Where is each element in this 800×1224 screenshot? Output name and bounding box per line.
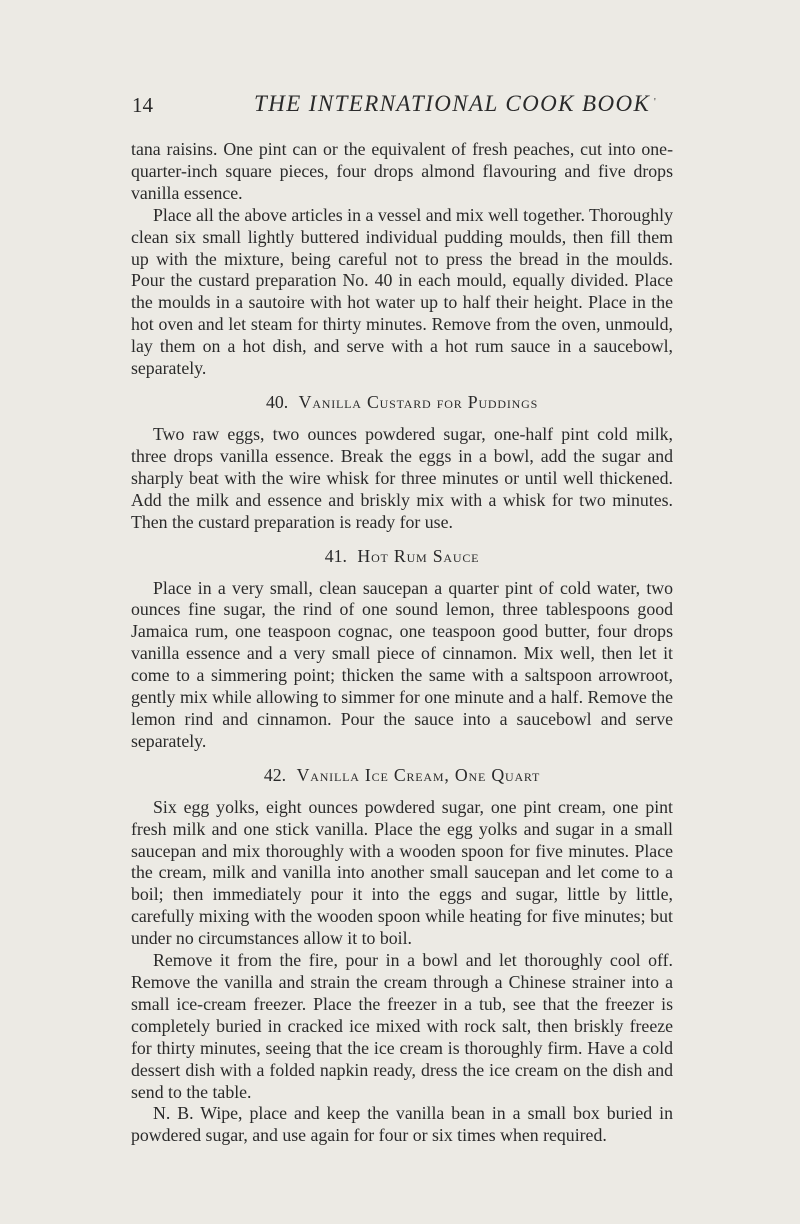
- paragraph: Remove it from the fire, pour in a bowl and let thoroughly cool off. Remove the vanilla and strain the cream through a Chinese strainer into a small ice-cream freezer. Place the freezer in a tub, see that the freezer is completely buried in cracked ice mixed with rock salt, then briskly freeze for thirty minutes, seeing that the ice cream is thoroughly firm. Have a cold dessert dish with a folded napkin ready, dress the ice cream on the dish and send to the table.: [131, 950, 673, 1102]
- recipe-heading: [131, 545, 673, 567]
- recipe-title: Vanilla Ice Cream, One Quart: [296, 764, 541, 785]
- paragraph: Place all the above articles in a vessel and mix well together. Thoroughly clean six small lightly buttered individual pudding moulds, then fill them up with the mixture, being careful not to press the bread in the moulds. Pour the custard preparation No. 40 in each mould, equally divided. Place the moulds in a sautoire with hot water up to half their height. Place in the hot oven and let steam for thirty minutes. Remove from the oven, unmould, lay them on a hot dish, and serve with a hot rum sauce in a saucebowl, separately.: [131, 204, 673, 379]
- paragraph: N. B. Wipe, place and keep the vanilla bean in a small box buried in powdered sugar, and use again for four or six times when required.: [131, 1103, 673, 1146]
- running-head: [0, 91, 800, 121]
- recipe-heading: [131, 391, 673, 413]
- recipe-title: Hot Rum Sauce: [357, 545, 480, 566]
- paragraph: Place in a very small, clean saucepan a quarter pint of cold water, two ounces fine sugar, the rind of one sound lemon, three tablespoons good Jamaica rum, one teaspoon cognac, one teaspoon good butter, four drops vanilla essence and a very small piece of cinnamon. Mix well, then let it come to a simmering point; thicken the same with a saltspoon arrowroot, gently mix while allowing to simmer for one minute and a half. Remove the lemon rind and cinnamon. Pour the sauce into a saucebowl and serve separately.: [131, 577, 673, 751]
- recipe-number: 40.: [265, 391, 289, 412]
- recipe-heading: [131, 764, 673, 786]
- paragraph: Six egg yolks, eight ounces powdered sugar, one pint cream, one pint fresh milk and one stick vanilla. Place the egg yolks and sugar in a small saucepan and mix thoroughly with a wooden spoon for five minutes. Place the cream, milk and vanilla into another small saucepan and let come to a boil; then immediately pour it into the eggs and sugar, little by little, carefully mixing with the wooden spoon while heating for five minutes; but under no circumstances allow it to boil.: [131, 796, 673, 949]
- recipe-number: 41.: [324, 545, 347, 566]
- page-number: 14: [132, 93, 153, 117]
- print-mark: ': [654, 97, 656, 108]
- page-body: [131, 139, 673, 1147]
- running-title: THE INTERNATIONAL COOK BOOK: [254, 91, 651, 116]
- recipe-number: 42.: [263, 764, 287, 785]
- recipe-title: Vanilla Custard for Puddings: [298, 391, 539, 412]
- paragraph: Two raw eggs, two ounces powdered sugar, one-half pint cold milk, three drops vanilla essence. Break the eggs in a bowl, add the sugar and sharply beat with the wire whisk for three minutes or until well thickened. Add the milk and essence and briskly mix with a whisk for two minutes. Then the custard preparation is ready for use.: [131, 423, 673, 532]
- paragraph: tana raisins. One pint can or the equivalent of fresh peaches, cut into one-quarter-inch square pieces, four drops almond flavouring and five drops vanilla essence.: [131, 139, 673, 203]
